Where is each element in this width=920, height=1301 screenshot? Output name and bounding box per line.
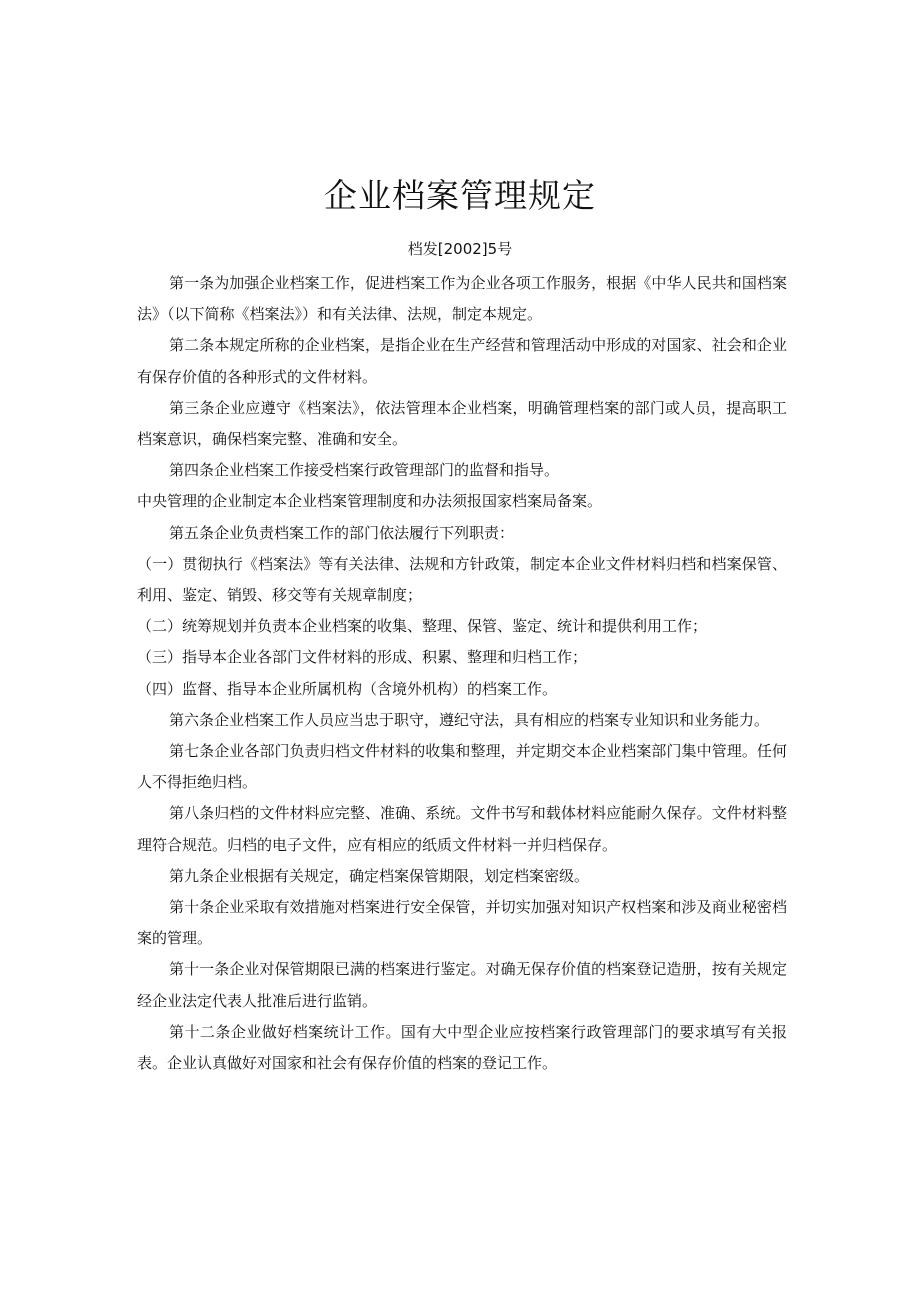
paragraph: 第六条企业档案工作人员应当忠于职守，遵纪守法，具有相应的档案专业知识和业务能力。 [169, 710, 770, 729]
document-body [137, 268, 787, 1079]
paragraph: 第五条企业负责档案工作的部门依法履行下列职责： [169, 523, 515, 542]
paragraph: 第九条企业根据有关规定，确定档案保管期限，划定档案密级。 [169, 866, 590, 885]
paragraph: 中央管理的企业制定本企业档案管理制度和办法须报国家档案局备案。 [137, 492, 603, 511]
paragraph: 第二条本规定所称的企业档案，是指企业在生产经营和管理活动中形成的对国家、社会和企业有保存价值的各种形式的文件材料。 [137, 336, 787, 386]
paragraph: 第十一条企业对保管期限已满的档案进行鉴定。对确无保存价值的档案登记造册，按有关规定经企业法定代表人批准后进行监销。 [137, 960, 787, 1010]
document-number: 档发[2002]5号 [407, 240, 513, 258]
paragraph: 第一条为加强企业档案工作，促进档案工作为企业各项工作服务，根据《中华人民共和国档案法》（以下简称《档案法》）和有关法律、法规，制定本规定。 [137, 274, 787, 324]
paragraph: 第七条企业各部门负责归档文件材料的收集和整理，并定期交本企业档案部门集中管理。任何人不得拒绝归档。 [137, 742, 787, 792]
document-title: 企业档案管理规定 [324, 176, 596, 215]
paragraph: 第三条企业应遵守《档案法》，依法管理本企业档案，明确管理档案的部门或人员，提高职工档案意识，确保档案完整、准确和安全。 [137, 398, 787, 449]
paragraph: 第十二条企业做好档案统计工作。国有大中型企业应按档案行政管理部门的要求填写有关报表。企业认真做好对国家和社会有保存价值的档案的登记工作。 [137, 1022, 787, 1073]
paragraph: 第十条企业采取有效措施对档案进行安全保管，并切实加强对知识产权档案和涉及商业秘密档案的管理。 [137, 898, 787, 948]
paragraph: 第四条企业档案工作接受档案行政管理部门的监督和指导。 [169, 461, 560, 480]
paragraph: （三）指导本企业各部门文件材料的形成、积累、整理和归档工作； [137, 648, 588, 667]
paragraph: （四）监督、指导本企业所属机构（含境外机构）的档案工作。 [137, 679, 558, 698]
paragraph: （一）贯彻执行《档案法》等有关法律、法规和方针政策，制定本企业文件材料归档和档案保管、利用、鉴定、销毁、移交等有关规章制度； [137, 554, 787, 605]
paragraph: 第八条归档的文件材料应完整、准确、系统。文件书写和载体材料应能耐久保存。文件材料整理符合规范。归档的电子文件，应有相应的纸质文件材料一并归档保存。 [137, 804, 787, 854]
paragraph: （二）统筹规划并负责本企业档案的收集、整理、保管、鉴定、统计和提供利用工作； [137, 617, 708, 636]
